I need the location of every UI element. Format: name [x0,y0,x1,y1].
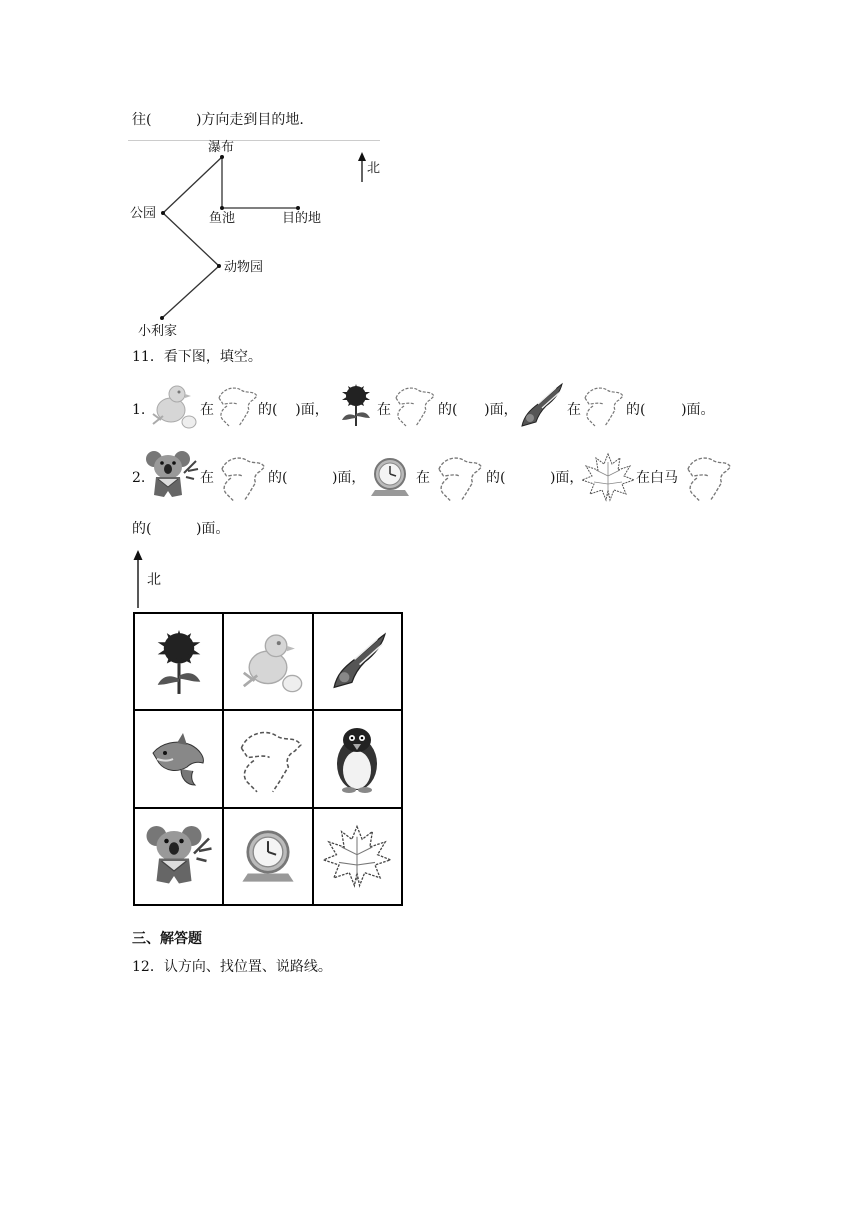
grid-north-arrow-icon [132,550,144,610]
place-home: 小利家 [138,324,178,339]
flower-icon [148,627,210,697]
grid-cell-chick [223,613,312,710]
horse-icon [579,380,625,430]
line1-de-3: 的( )面。 [626,402,715,418]
grid-cell-flower [134,613,223,710]
horse-icon [431,449,485,505]
grid-cell-maple-leaf [313,808,402,905]
chick-icon [233,627,303,697]
line2-de-2: 的( )面， [486,470,584,486]
dolphin-icon [147,727,211,791]
line1-zai-1: 在 [200,402,214,418]
place-destination: 目的地 [282,211,322,226]
line1-zai-2: 在 [377,402,391,418]
north-arrow-icon [358,152,366,182]
place-zoo: 动物园 [224,260,264,275]
q12-text: 12．认方向、找位置、说路线。 [132,959,332,975]
north-label: 北 [367,161,381,176]
line3: 的( )面。 [132,521,230,537]
grid-cell-penguin [313,710,402,807]
line2-de-1: 的( )面， [268,470,366,486]
line2-zai-1: 在 [200,470,214,486]
horse-icon [232,719,304,799]
bird-icon [326,629,388,695]
horse-icon [213,380,259,430]
grid-cell-dolphin [134,710,223,807]
maple-leaf-icon [321,821,393,891]
flower-icon [336,382,376,428]
chick-icon [145,380,197,432]
koala-icon [144,821,214,891]
position-grid [133,612,403,906]
q10-top-line: 往( )方向走到目的地. [132,112,304,128]
line1-de-1: 的( )面， [258,402,329,418]
place-park: 公园 [130,206,157,221]
clock-icon [237,825,299,887]
clock-icon [367,454,413,500]
line1-de-2: 的( )面， [438,402,518,418]
penguin-icon [329,724,385,794]
section-heading: 三、解答题 [132,931,202,947]
line2-zai-2: 在 [416,470,430,486]
horse-icon [214,449,268,505]
place-fish-pond: 鱼池 [209,211,236,226]
horse-icon [390,380,436,430]
line2-zai-3: 在白马 [636,470,678,486]
grid-cell-horse [223,710,312,807]
q11-title: 11．看下图，填空。 [132,349,262,365]
bird-icon [516,380,564,432]
route-map [0,0,860,360]
grid-north-label: 北 [147,572,161,588]
line1-zai-3: 在 [567,402,581,418]
maple-leaf-icon [580,450,636,504]
koala-icon [144,447,200,503]
grid-cell-clock [223,808,312,905]
line1-number: 1. [132,402,146,418]
grid-cell-bird [313,613,402,710]
line2-number: 2. [132,470,146,486]
grid-cell-koala [134,808,223,905]
place-waterfall: 瀑布 [208,140,235,155]
horse-icon [680,449,734,505]
